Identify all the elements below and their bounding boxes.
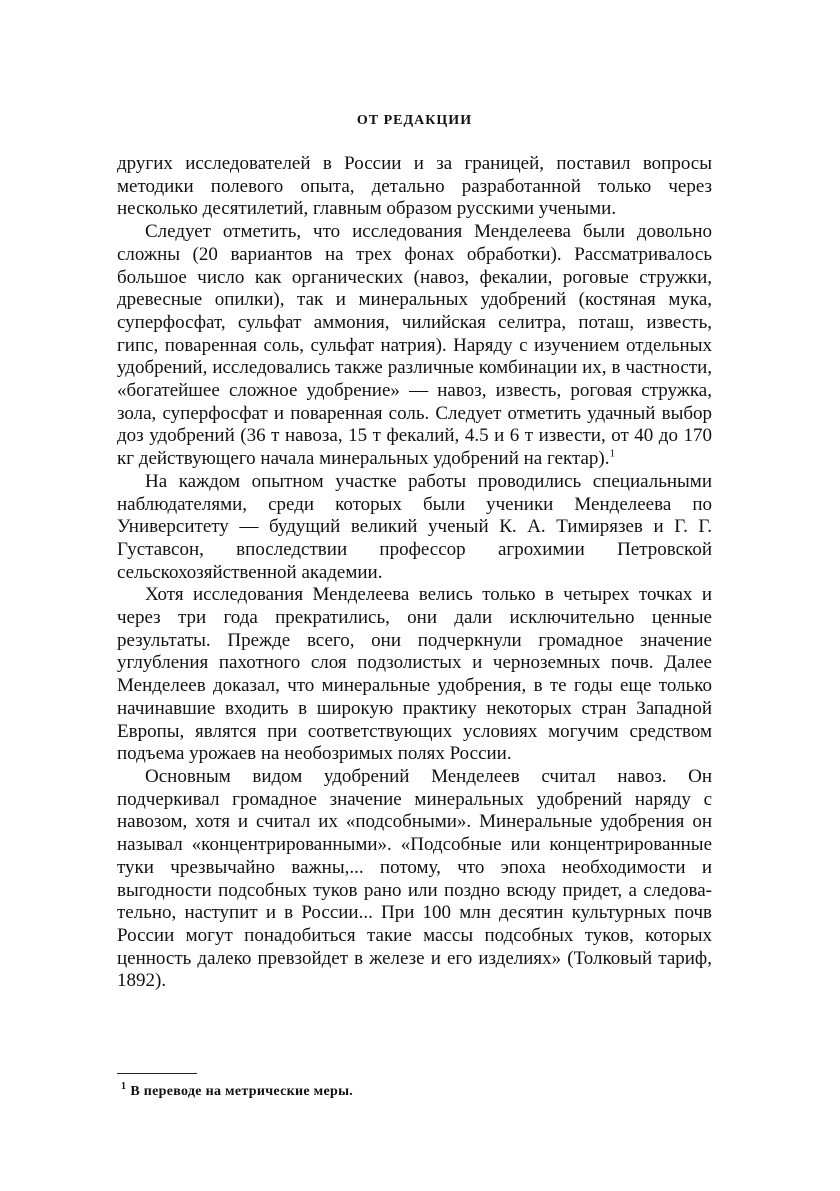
paragraph [117, 584, 712, 766]
footnote-text: В переводе на метрические меры. [130, 1084, 354, 1099]
paragraph-text: Основным видом удобрений Менделеев считал навоз. Он подчеркивал громадное значение минеральных удобрений наряду с навозом, хотя и считал их «подсобными». Минеральные удобрения он называл «концентрированными». «Подсобные или концентрированные туки чрезвычайно важны,... потому, что эпоха необходимости и выгодности подсобных туков рано или поздно всюду придет, а следовательно, наступит и в России... При 100 млн десятин культурных почв России могут понадобиться такие массы подсобных туков, которых ценность далеко превзойдет в железе и его изделиях» (Толковый тариф, 1892). [117, 765, 712, 992]
running-head: ОТ РЕДАКЦИИ [356, 113, 473, 128]
footnote-mark: 1 [121, 1081, 127, 1093]
footnote [117, 1083, 712, 1101]
paragraph [117, 221, 712, 471]
paragraph [117, 766, 712, 993]
paragraph [117, 471, 712, 585]
footnote-divider [117, 1073, 197, 1074]
paragraph-text: Следует отметить, что исследования Менделеева были довольно сложны (20 вариантов на трех фонах обработки). Рассматривалось большое число как органических (навоз, фекалии, роговые стружки, древесные опилки), так и минеральных удобрений (костяная мука, суперфосфат, сульфат аммония, чилийская селитра, поташ, известь, гипс, поваренная соль, сульфат натрия). Наряду с изучением отдельных удобрений, исследовались также различные комбинации их, в частности, «богатейшее сложное удобрение» — навоз, известь, роговая стружка, зола, суперфосфат и поваренная соль. Следует отметить удачный выбор доз удобрений (36 т навоза, 15 т фекалий, 4.5 и 6 т извести, от 40 до 170 кг действующего начала минеральных удобрений на гектар). [117, 221, 712, 470]
body-text [117, 153, 712, 993]
paragraph-text: На каждом опытном участке работы проводились специальными наблюдателями, среди которых были ученики Менделеева по Университету — будущий великий ученый К. А. Тимирязев и Г. Г. Густавсон, впоследствии профессор агрохимии Петровской сельскохозяйственной академии. [117, 470, 712, 583]
footnote-reference[interactable]: 1 [609, 447, 615, 460]
paragraph-text: других исследователей в России и за границей, поставил вопросы методики полевого опыта, детально разработанной только через несколько десятилетий, главным образом русскими учеными. [117, 153, 712, 220]
paragraph [117, 153, 712, 221]
paragraph-text: Хотя исследования Менделеева велись только в четырех точках и через три года прекратились, они дали исключительно ценные результаты. Прежде всего, они подчеркнули громадное значение углубления пахотного слоя подзолистых и черноземных почв. Далее Менделеев доказал, что минеральные удобрения, в те годы еще только начинавшие входить в широкую практику некоторых стран Западной Европы, являтся при соответствующих условиях могучим средством подъема урожаев на необозримых полях России. [117, 584, 712, 765]
